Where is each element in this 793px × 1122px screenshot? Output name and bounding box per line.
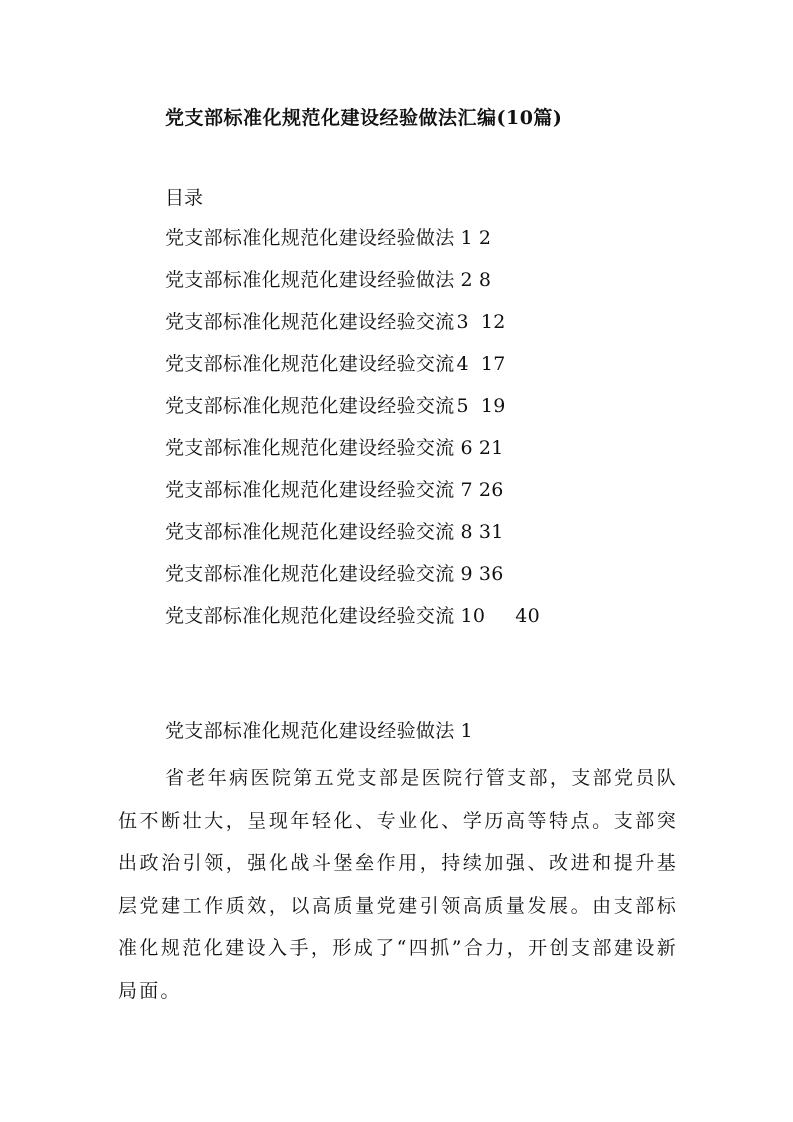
toc-item-label: 党支部标准化规范化建设经验做法 [165,227,455,249]
toc-item-page: 12 [480,311,506,333]
toc-item-8[interactable] [165,519,540,561]
toc-item-label: 党支部标准化规范化建设经验交流 [165,395,455,417]
body-paragraph: 省老年病医院第五党支部是医院行管支部，支部党员队伍不断壮大，呈现年轻化、专业化、学历高等特点。支部突出政治引领，强化战斗堡垒作用，持续加强、改进和提升基层党建工作质效，以高质量党建引领高质量发展。由支部标准化规范化建设入手，形成了“四抓”合力，开创支部建设新局面。 [118,767,678,1002]
toc-item-label: 党支部标准化规范化建设经验交流 [165,479,455,501]
toc-item-number: 7 [460,479,473,501]
toc-item-page: 31 [478,521,504,543]
toc-item-number: 2 [460,269,473,291]
toc-item-9[interactable] [165,561,540,603]
document-title: 党支部标准化规范化建设经验做法汇编(10篇) [165,107,563,129]
toc-item-7[interactable] [165,477,540,519]
toc-item-number: 4 [456,353,469,375]
toc-item-page: 8 [478,269,492,291]
toc-item-number: 5 [456,395,469,417]
section-heading-number: 1 [460,720,473,742]
toc-item-number: 1 [460,227,473,249]
toc-item-page: 19 [480,395,506,417]
toc-item-label: 党支部标准化规范化建设经验交流 [165,563,455,585]
toc-item-page: 26 [478,479,504,501]
toc-item-1[interactable] [165,225,540,267]
toc-item-10[interactable] [165,603,540,645]
toc-item-label: 党支部标准化规范化建设经验交流 [165,353,455,375]
toc-item-number: 6 [460,437,473,459]
toc-item-number: 9 [460,563,473,585]
toc-item-page: 40 [515,605,541,627]
section-heading [165,716,473,743]
toc-item-number: 3 [456,311,469,333]
toc-item-label: 党支部标准化规范化建设经验交流 [165,437,455,459]
toc-item-label: 党支部标准化规范化建设经验交流 [165,521,455,543]
toc-item-page: 17 [480,353,506,375]
toc-item-page: 21 [478,437,504,459]
toc-item-label: 党支部标准化规范化建设经验交流 [165,605,455,627]
toc-item-5[interactable] [165,393,540,435]
toc-item-6[interactable] [165,435,540,477]
toc-item-3[interactable] [165,309,540,351]
section-heading-label: 党支部标准化规范化建设经验做法 [165,720,455,742]
toc-item-page: 36 [478,563,504,585]
toc-item-label: 党支部标准化规范化建设经验交流 [165,311,455,333]
toc-item-page: 2 [478,227,492,249]
toc-item-4[interactable] [165,351,540,393]
toc-heading: 目录 [165,187,204,209]
toc-item-number: 10 [460,605,486,627]
toc-item-number: 8 [460,521,473,543]
table-of-contents [165,225,540,645]
toc-item-label: 党支部标准化规范化建设经验做法 [165,269,455,291]
toc-item-2[interactable] [165,267,540,309]
